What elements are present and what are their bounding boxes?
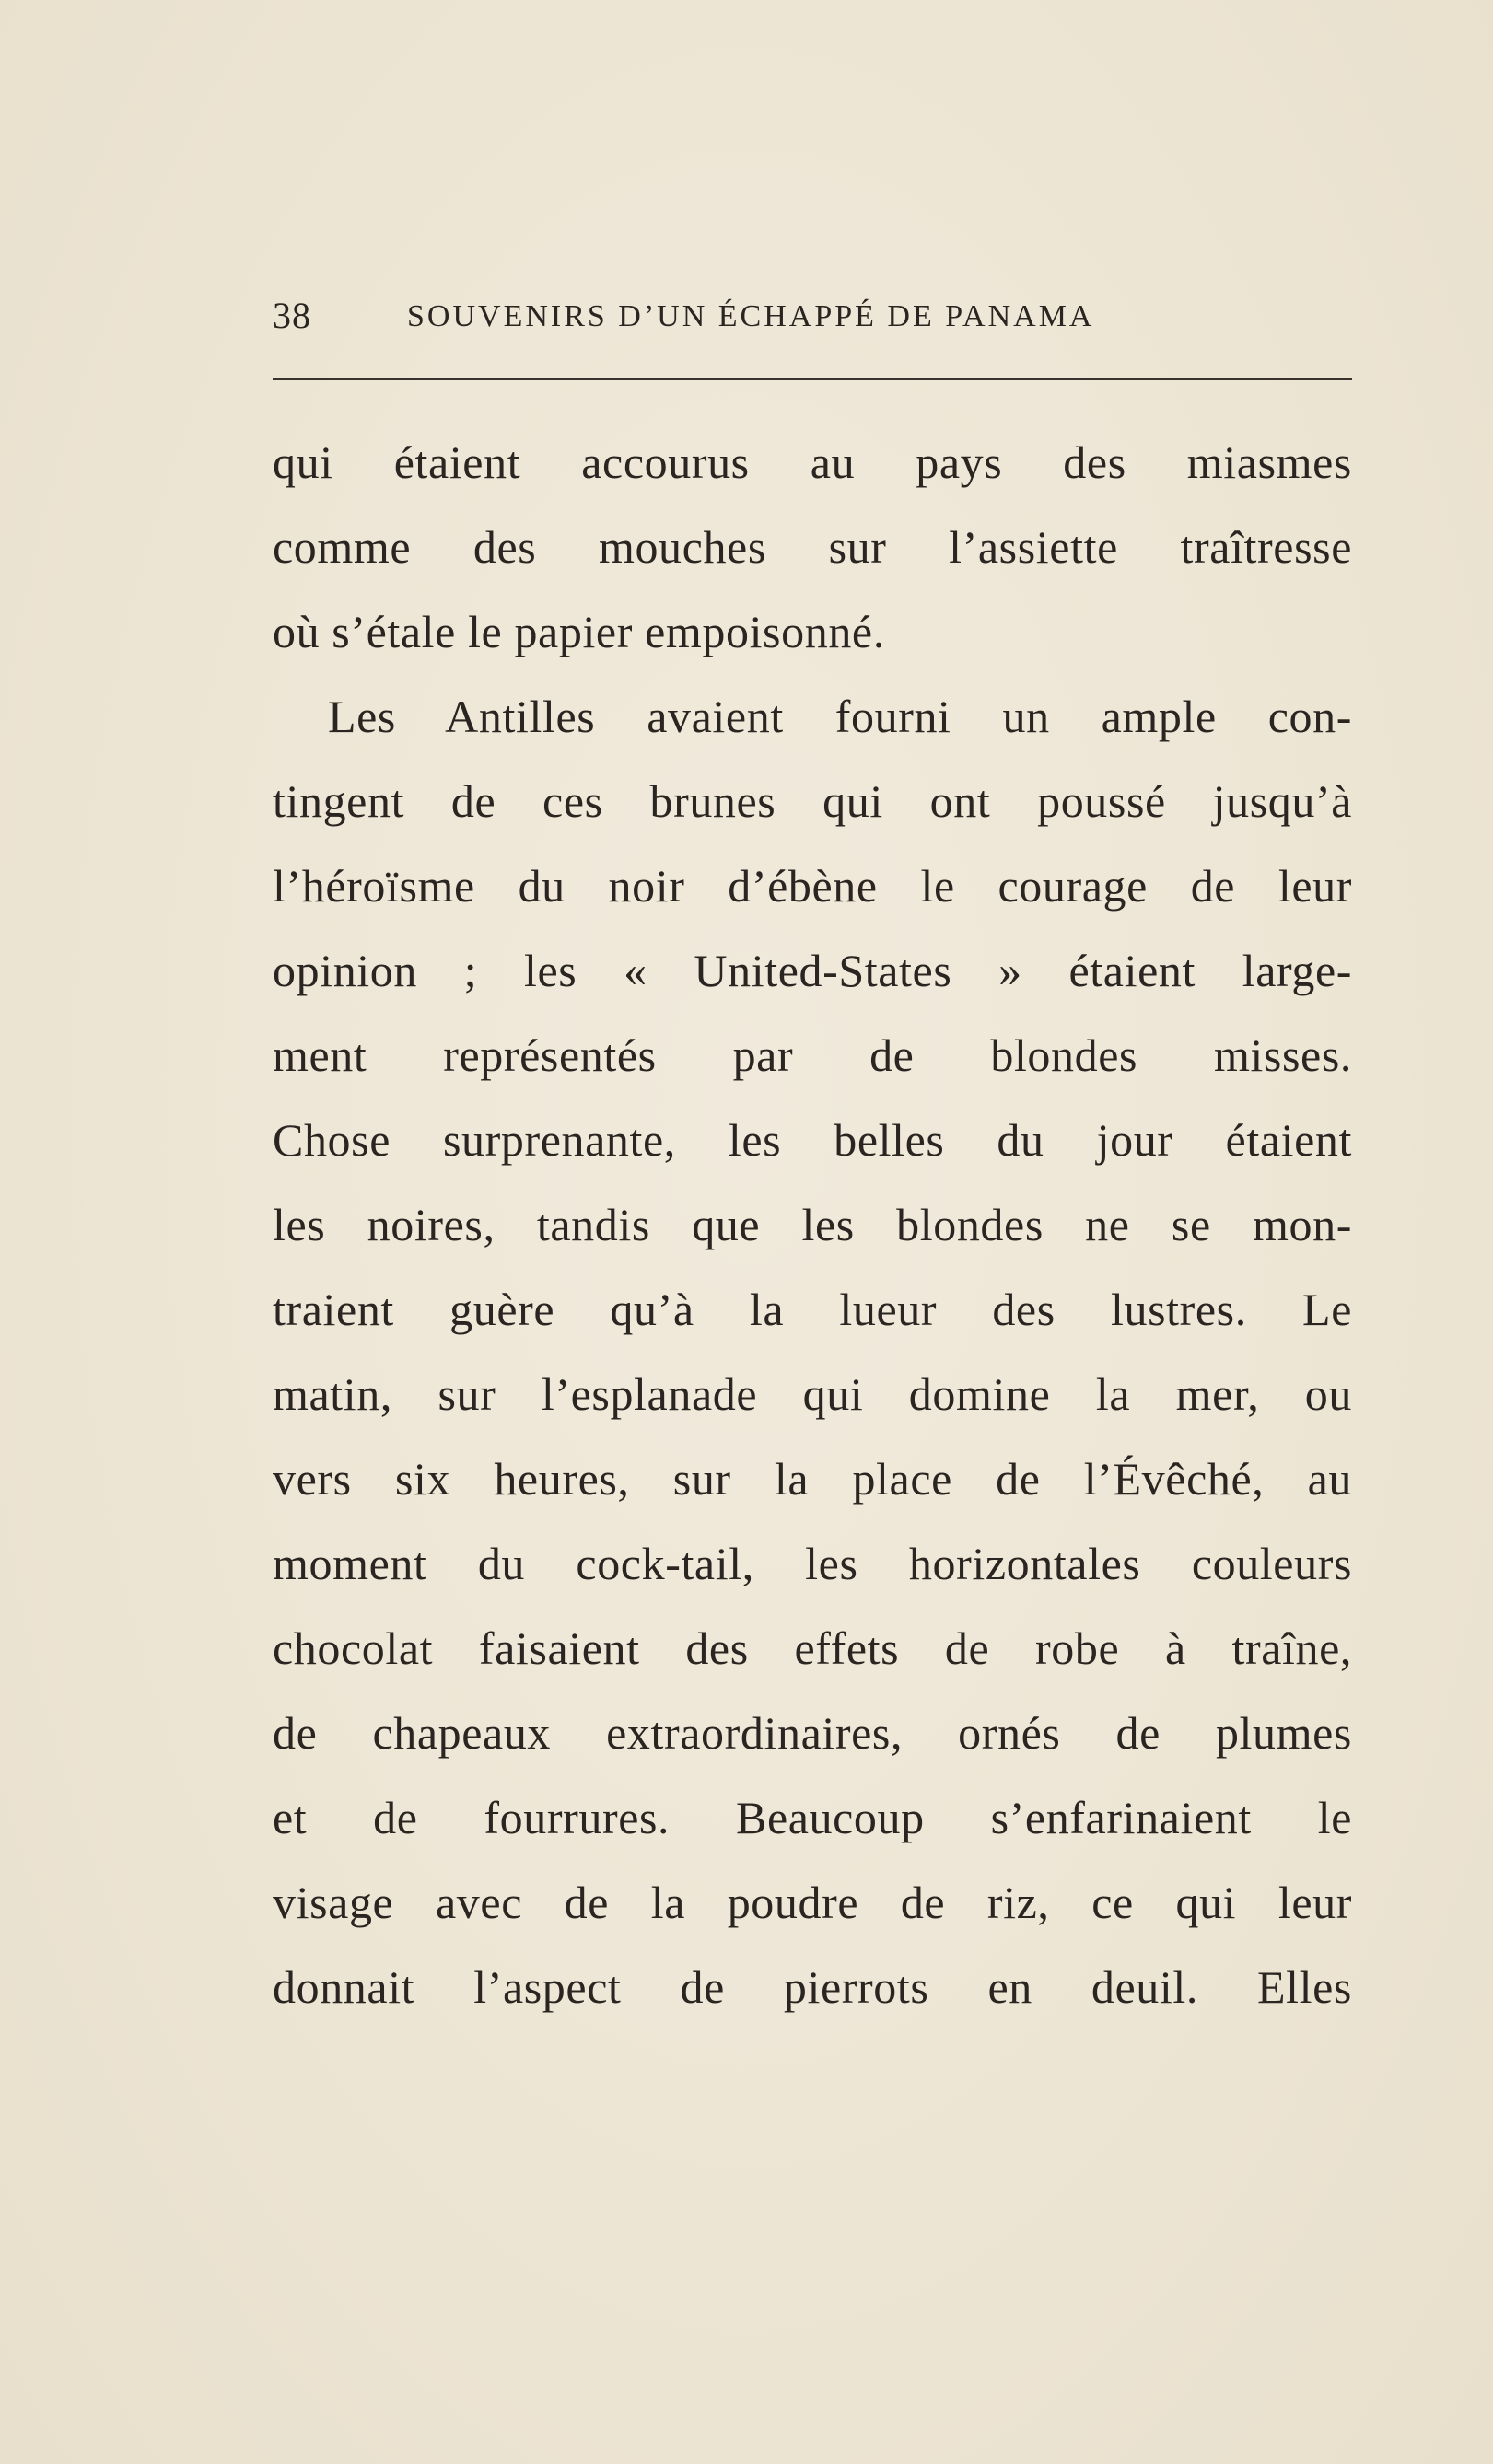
text-line: tingent de ces brunes qui ont poussé jusqu’à (273, 775, 1352, 827)
text-line: Les Antilles avaient fourni un ample con- (328, 691, 1352, 742)
body-text (273, 425, 1352, 2035)
page-header (273, 293, 1352, 339)
text-line: vers six heures, sur la place de l’Évêché, au (273, 1453, 1352, 1505)
text-line: opinion ; les « United-States » étaient large- (273, 945, 1352, 996)
text-line: chocolat faisaient des effets de robe à traîne, (273, 1622, 1352, 1674)
text-line: où s’étale le papier empoisonné. (273, 606, 885, 657)
text-line: l’héroïsme du noir d’ébène le courage de leur (273, 860, 1352, 912)
text-line: Chose surprenante, les belles du jour étaient (273, 1114, 1352, 1166)
text-line: de chapeaux extraordinaires, ornés de plumes (273, 1707, 1352, 1759)
text-line: donnait l’aspect de pierrots en deuil. Elles (273, 1961, 1352, 2013)
text-line: qui étaient accourus au pays des miasmes (273, 436, 1352, 488)
text-line: les noires, tandis que les blondes ne se mon- (273, 1199, 1352, 1250)
page-number: 38 (273, 295, 311, 336)
text-line: et de fourrures. Beaucoup s’enfarinaient le (273, 1792, 1352, 1843)
text-line: comme des mouches sur l’assiette traîtresse (273, 521, 1352, 573)
running-head: SOUVENIRS D’UN ÉCHAPPÉ DE PANAMA (407, 299, 1095, 333)
text-line: visage avec de la poudre de riz, ce qui leur (273, 1877, 1352, 1928)
text-line: ment représentés par de blondes misses. (273, 1029, 1352, 1081)
text-line: traient guère qu’à la lueur des lustres. Le (273, 1284, 1352, 1335)
text-line: matin, sur l’esplanade qui domine la mer, ou (273, 1368, 1352, 1420)
text-line: moment du cock-tail, les horizontales couleurs (273, 1538, 1352, 1589)
header-rule (273, 378, 1352, 380)
